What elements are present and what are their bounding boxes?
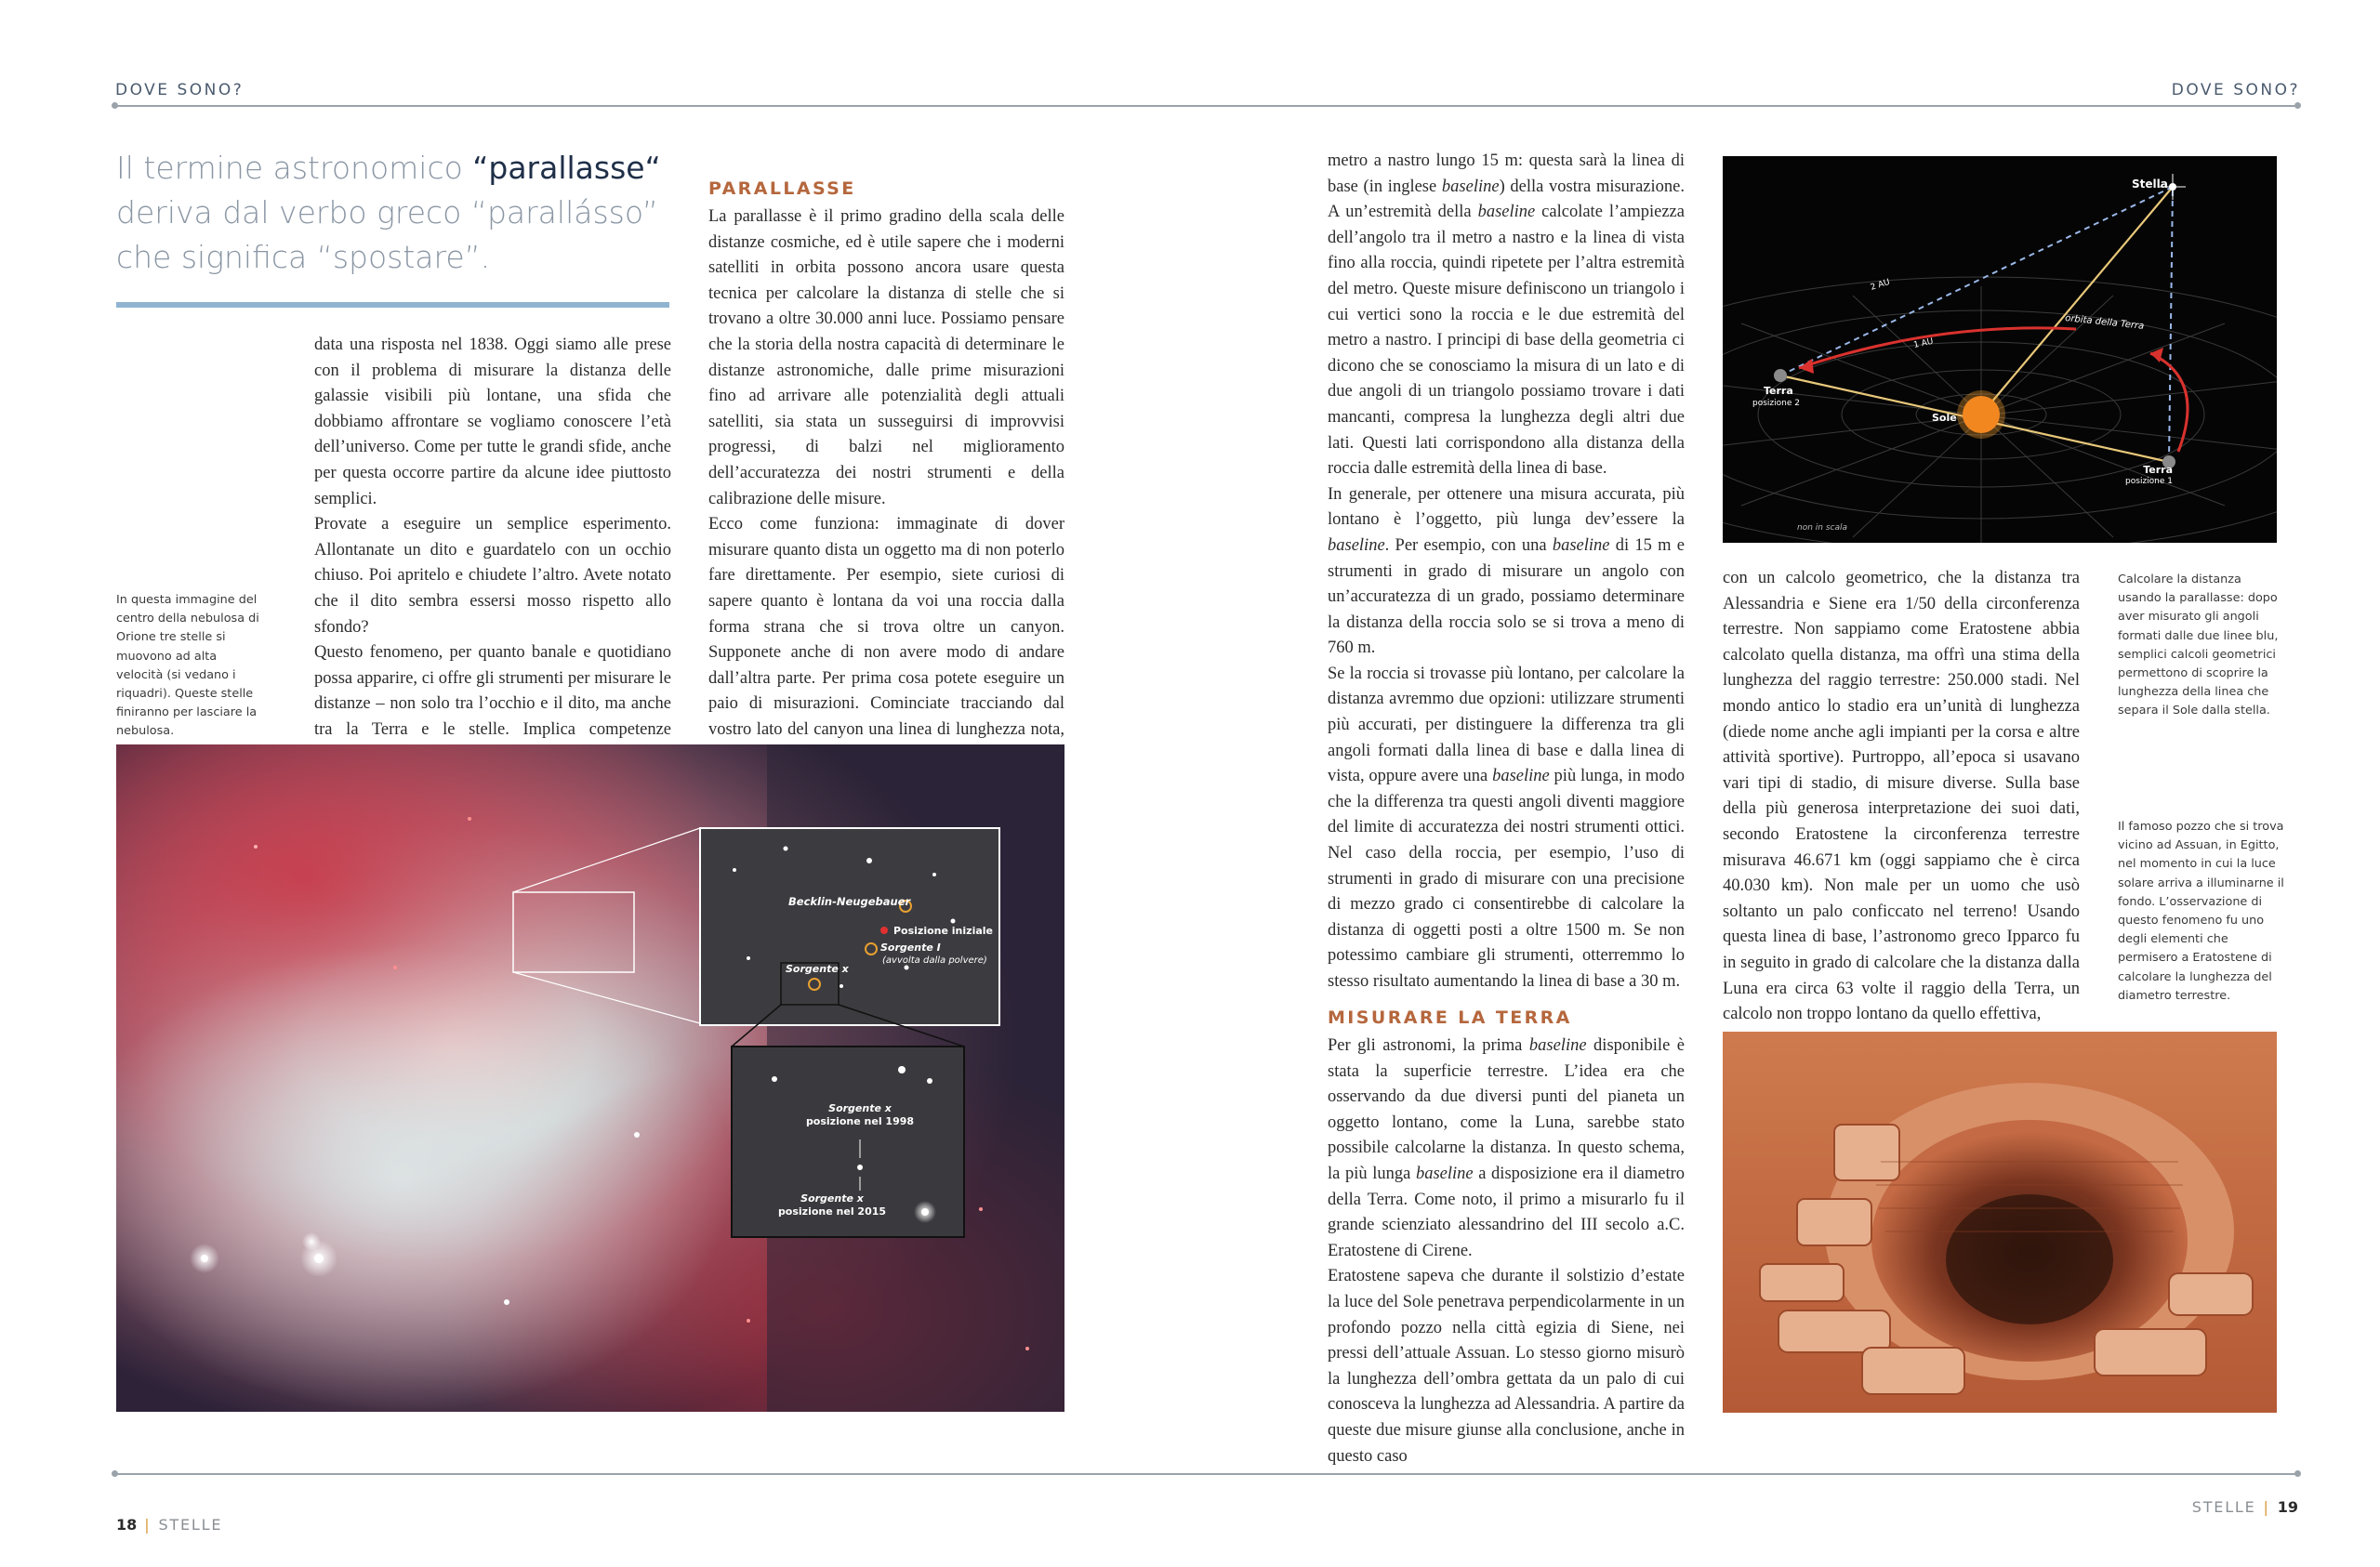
col1-paragraph: data una risposta nel 1838. Oggi siamo alle prese con il problema di misurare la distanza delle galassie visibili più lontane, una sfida che dobbiamo affrontare se vogliamo conoscere l’età dell’universo. Come per tutte le grandi sfide, anche per questa occorre partire da alcune idee piuttosto semplici. — [314, 336, 671, 508]
page-number-left: 18 — [116, 1516, 138, 1534]
caption-diagram: Calcolare la distanza usando la parallasse: dopo aver misurato gli angoli formati dalle due linee blu, semplici calcoli geometrici permettono di scoprire la lunghezza della linea che separa il Sole dalla stella. — [2118, 573, 2279, 718]
well-photo — [1723, 1032, 2277, 1413]
label-sorgente-x: Sorgente x — [786, 963, 849, 975]
label-becklin: Becklin-Neugebauer — [788, 895, 911, 908]
col3-paragraph: metro a nastro lungo 15 m: questa sarà la linea di base (in inglese baseline) della vostra misurazione. A un’estremità della baseline calcolate l’ampiezza dell’angolo tra il metro a nastro e la linea di vista fino alla roccia, quindi ripetete per l’altra estremità del metro. Queste misure definiscono un triangolo i cui vertici sono la roccia e le due estremità del metro a nastro. I principi di base della geometria ci dicono che se conosciamo la misura di un lato e di due angoli di un triangolo possiamo trovare i dati mancanti, compresa la lunghezza degli altri due lati. Questi lati corrispondono alla distanza della roccia dalle estremità della linea di base. — [1328, 151, 1685, 479]
label-sorgente-i-note: (avvolta dalla polvere) — [882, 955, 987, 966]
parallax-diagram-svg — [1723, 156, 2277, 543]
header-rule-dot-left — [112, 102, 118, 109]
col4-paragraph: con un calcolo geometrico, che la distanza tra Alessandria e Siene era 1/50 della circonferenza terrestre. Non sappiamo come Eratostene abbia calcolato quella distanza, ma offrì una stima della lunghezza del raggio terrestre: 250.000 stadi. Nel mondo antico lo stadio era un’unità di lunghezza (diede nome anche agli impianti per la corsa e altre attività sportive). Purtroppo, all’epoca si usavano vari tipi di stadio, di misure diverse. Sulla base della più generosa interpretazione dei suoi dati, secondo Eratostene la circonferenza terrestre misurava 46.671 km (oggi sappiamo che è circa 40.030 km). Non male per un uomo che usò soltanto un palo conficcato nel terreno! Usando questa linea di base, l’astronomo greco Ipparco fu in seguito in grado di calcolare che la distanza dalla Luna era circa 63 volte il raggio della Terra, un calcolo non troppo lontano da quello effettiva, — [1723, 569, 2080, 1024]
orion-nebula-image — [116, 744, 1064, 1412]
column-2 — [708, 204, 1064, 769]
col3-paragraph: In generale, per ottenere una misura accurata, più lontano è l’oggetto, più lunga dev’essere la baseline. Per esempio, con una baseline di 15 m e strumenti in grado di misurare un angolo con un’accuratezza di un grado, possiamo determinare la distanza della roccia solo se si trova a meno di 760 m. — [1328, 484, 1685, 658]
footer-rule-dot-left — [112, 1470, 118, 1477]
col1-paragraph: Provate a eseguire un semplice esperimento. Allontanate un dito e guardatelo con un occhio chiuso. Poi apritelo e chiudete l’altro. Avete notato che il dito sembra essersi mosso rispetto allo sfondo? — [314, 515, 671, 637]
label-2au: 2 AU — [1869, 277, 1892, 293]
heading-misurare-la-terra: MISURARE LA TERRA — [1328, 1007, 1572, 1028]
col3-paragraph: Se la roccia si trovasse più lontano, per calcolare la distanza avremmo due opzioni: utilizzare strumenti più accurati, per distinguere la differenza tra gli angoli formati dalla linea di base e dalla linea di vista, oppure avere una baseline più lunga, in modo che la differenza tra questi angoli diventi maggiore del limite di accuratezza dei nostri strumenti ottici. Nel caso della roccia, per esempio, l’uso di strumenti in grado di misurare con una precisione di mezzo grado ci consentirebbe di calcolare la distanza di oggetti posti a oltre 1500 m. Se non potessimo cambiare gli strumenti, otterremmo lo stesso risultato aumentando la linea di base a 30 m. — [1328, 664, 1685, 991]
label-pos1998-b: posizione nel 1998 — [805, 1115, 915, 1127]
label-1au: 1 AU — [1912, 336, 1935, 350]
label-orbita: orbita della Terra — [2064, 313, 2145, 332]
label-stella: Stella — [2132, 178, 2168, 191]
header-rule-dot-right — [2294, 102, 2301, 109]
parallasse-paragraph: Ecco come funziona: immaginate di dover misurare quanto dista un oggetto ma di non poterlo fare direttamente. Per esempio, siete curiosi di sapere quanto è lontana da voi una roccia dalla forma strana che si trova oltre un canyon. Supponete anche di non avere modo di andare dall’altra parte. Per prima cosa potete eseguire un paio di misurazioni. Cominciate tracciando dal vostro lato del canyon una linea di lunghezza nota, — [708, 515, 1064, 739]
label-pos2015-a: Sorgente x — [800, 1192, 864, 1205]
folio-separator: | — [2263, 1498, 2270, 1516]
pull-quote-before: Il termine astronomico — [116, 150, 473, 186]
pull-quote-after: deriva dal verbo greco “parallásso” che significa “spostare”. — [116, 194, 658, 275]
running-head-left: DOVE SONO? — [115, 81, 245, 99]
column-1 — [314, 333, 671, 769]
label-pos1998-a: Sorgente x — [828, 1102, 892, 1114]
label-sorgente-i: Sorgente I — [880, 942, 941, 954]
heading-parallasse: PARALLASSE — [708, 178, 856, 199]
footer-rule — [115, 1473, 2298, 1475]
label-terra1-a: Terra — [2143, 464, 2173, 476]
footer-rule-dot-right — [2294, 1470, 2301, 1477]
caption-nebula: In questa immagine del centro della nebulosa di Orione tre stelle si muovono ad alta velocità (si vedano i riquadri). Queste stelle finiranno per lasciare la nebulosa. — [116, 593, 259, 739]
orion-nebula-svg — [116, 744, 1064, 1412]
pull-quote-highlight: “parallasse“ — [472, 150, 661, 186]
folio-label-right: STELLE — [2191, 1498, 2256, 1516]
label-scala: non in scala — [1797, 523, 1848, 533]
folio-label-left: STELLE — [158, 1516, 223, 1534]
folio-left — [116, 1516, 222, 1534]
terra-paragraph: Per gli astronomi, la prima baseline disponibile è stata la superficie terrestre. L’idea era che osservando da due diversi punti del pianeta un oggetto lontano, come la Luna, sarebbe stato possibile calcolarne la distanza. In questo schema, la più lunga baseline a disposizione era il diametro della Terra. Come noto, il primo a misurarlo fu il grande scienziato alessandrino del III secolo a.C. Eratostene di Cirene. — [1328, 1036, 1686, 1260]
running-head-right: DOVE SONO? — [2171, 81, 2300, 99]
pull-quote — [116, 146, 683, 280]
label-posizione-iniziale: Posizione iniziale — [893, 925, 993, 937]
label-terra2-a: Terra — [1764, 385, 1793, 397]
folio-right — [2192, 1498, 2298, 1516]
terra-paragraph: Eratostene sapeva che durante il solstizio d’estate la luce del Sole penetrava perpendicolarmente in un profondo pozzo nella città egizia di Siene, nei pressi dell’attuale Assuan. Lo stesso giorno misurò la lunghezza dell’ombra gettata da un palo di cui conosceva la lunghezza ad Alessandria. A partire da queste due misure giunse alla conclusione, anche in questo caso — [1328, 1267, 1685, 1466]
parallax-diagram — [1723, 156, 2277, 543]
label-sole: Sole — [1932, 412, 1957, 424]
folio-separator: | — [144, 1516, 152, 1534]
column-3-terra — [1328, 1034, 1685, 1469]
caption-well: Il famoso pozzo che si trova vicino ad Assuan, in Egitto, nel momento in cui la luce solare arriva a illuminarne il fondo. L’osservazione di questo fenomeno fu uno degli elementi che permisero a Eratostene di calcolare la lunghezza del diametro terrestre. — [2118, 820, 2284, 1003]
parallasse-paragraph: La parallasse è il primo gradino della scala delle distanze cosmiche, ed è utile sapere che i moderni satelliti in orbita possono ancora usare questa tecnica per calcolare la distanza di stelle che si trovano a oltre 30.000 anni luce. Possiamo pensare che la storia della nostra capacità di determinare le distanze astronomiche, dalle prime misurazioni fino ad arrivare alle potenzialità degli attuali satelliti, sia stata un susseguirsi di improvvisi progressi, di balzi nel miglioramento dell’accuratezza dei nostri strumenti e della calibrazione delle misure. — [708, 207, 1064, 508]
label-terra2-b: posizione 2 — [1752, 399, 1800, 408]
well-photo-svg — [1723, 1032, 2277, 1413]
col1-paragraph: Questo fenomeno, per quanto banale e quotidiano possa apparire, ci offre gli strumenti per misurare le distanze – non solo tra l’occhio e il dito, ma anche tra la Terra e le stelle. Implica competenze — [314, 643, 671, 739]
label-pos2015-b: posizione nel 2015 — [777, 1205, 887, 1218]
column-4 — [1723, 566, 2080, 1028]
header-rule — [115, 105, 2298, 107]
column-3 — [1328, 149, 1685, 995]
label-terra1-b: posizione 1 — [2125, 477, 2173, 486]
pull-quote-rule — [116, 302, 669, 308]
page-number-right: 19 — [2277, 1498, 2298, 1516]
